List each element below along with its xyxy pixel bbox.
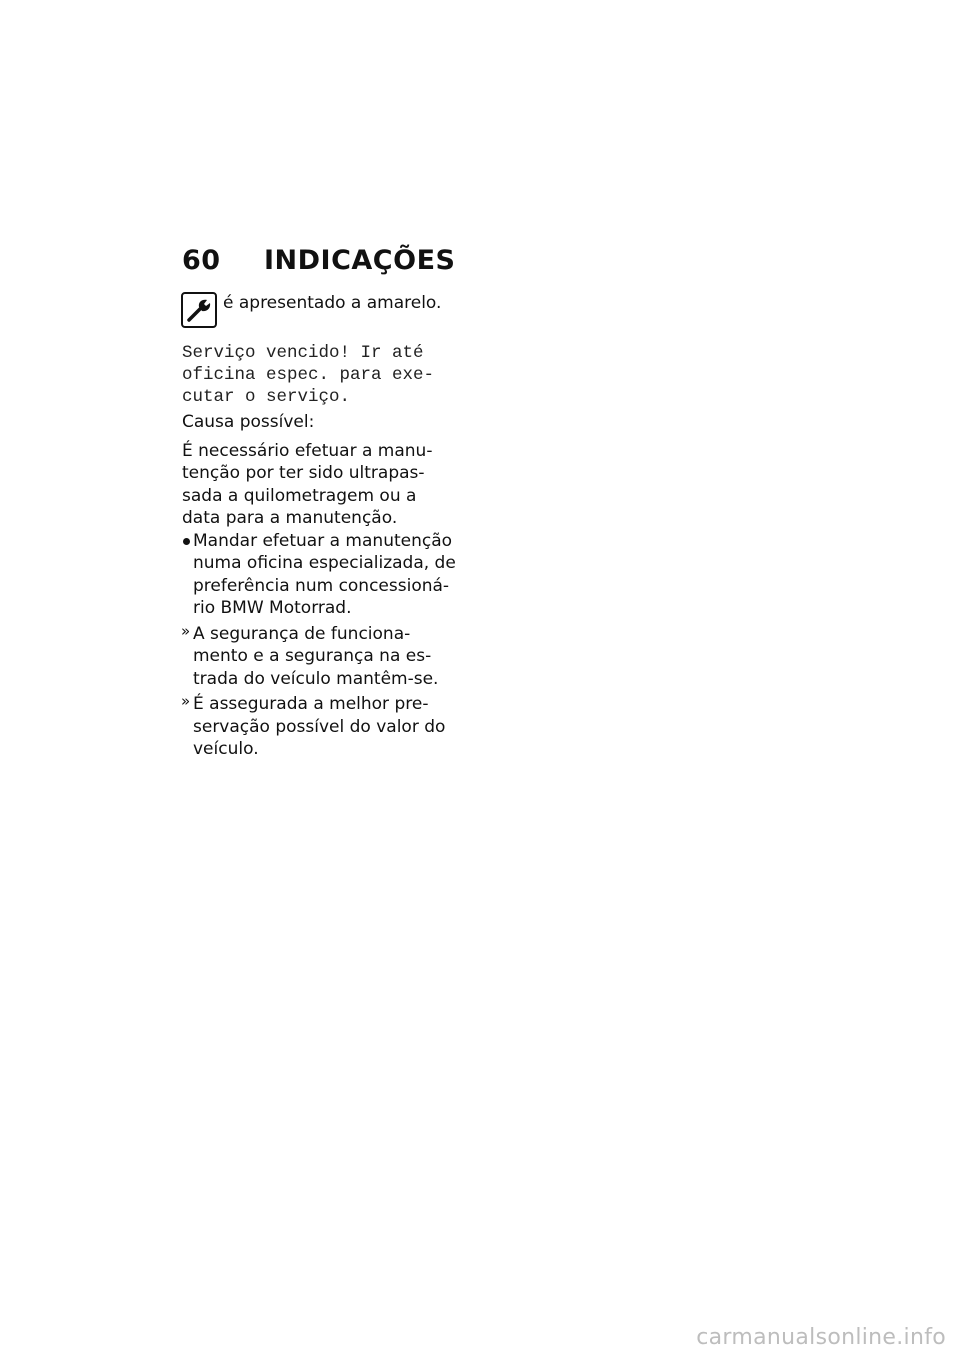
result-item: [182, 623, 462, 691]
result-line: A segurança de funciona-: [193, 623, 411, 644]
double-chevron-right-icon: »: [181, 692, 191, 710]
page-number: 60: [182, 244, 221, 276]
cause-line: tenção por ter sido ultrapas-: [182, 463, 425, 483]
action-line: numa oficina especializada, de: [193, 553, 456, 573]
cause-line: data para a manutenção.: [182, 508, 398, 528]
result-line: servação possível do valor do: [193, 716, 446, 737]
section-title: INDICAÇÕES: [264, 244, 456, 276]
cause-line: É necessário efetuar a manu-: [182, 440, 433, 461]
body-block: [182, 411, 462, 761]
watermark: carmanualsonline.info: [696, 1325, 946, 1350]
result-item: [182, 693, 462, 761]
action-item: [182, 530, 462, 620]
cause-line: sada a quilometragem ou a: [182, 485, 417, 506]
action-line: rio BMW Motorrad.: [193, 598, 352, 618]
page-header: [182, 240, 455, 280]
action-line: Mandar efetuar a manutenção: [193, 530, 453, 551]
cause-text: [182, 440, 462, 530]
result-line: veículo.: [193, 739, 259, 759]
result-line: trada do veículo mantêm-se.: [193, 668, 439, 689]
cause-label: Causa possível:: [182, 412, 315, 432]
display-message: [182, 342, 434, 408]
wrench-icon: [181, 292, 217, 328]
warning-row: [181, 292, 441, 328]
result-line: mento e a segurança na es-: [193, 646, 432, 666]
action-line: preferência num concessioná-: [193, 575, 450, 596]
display-message-line: Serviço vencido! Ir até: [182, 343, 424, 363]
double-chevron-right-icon: »: [181, 621, 191, 640]
bullet-icon: [183, 538, 190, 545]
result-line: É assegurada a melhor pre-: [193, 694, 429, 714]
warning-text: é apresentado a amarelo.: [223, 293, 442, 313]
display-message-line: cutar o serviço.: [182, 387, 351, 407]
display-message-line: oficina espec. para exe-: [182, 365, 435, 385]
